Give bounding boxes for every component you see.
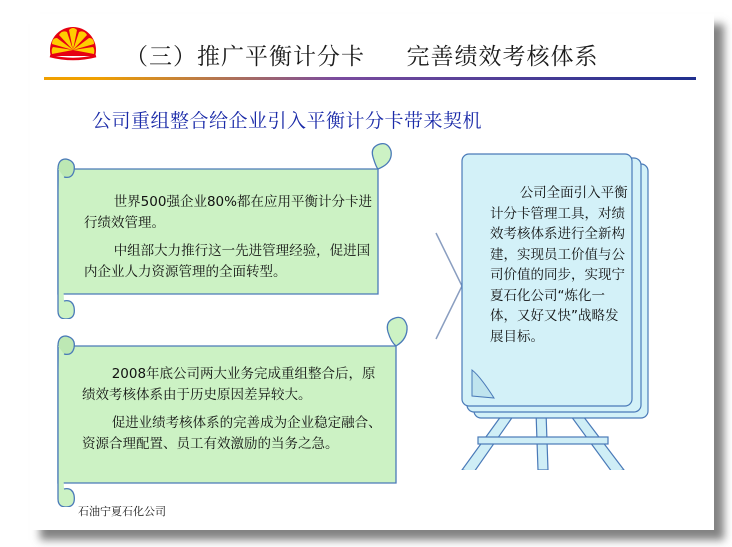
page-title: （三）推广平衡计分卡 完善绩效考核体系 [125, 44, 599, 70]
scroll-bottom-para-2: 促进业绩考核体系的完善成为企业稳定融合、资源合理配置、员工有效激励的当务之急。 [82, 415, 382, 452]
scroll-top-text [84, 192, 374, 290]
footer-company-name: 石油宁夏石化公司 [78, 505, 166, 518]
scroll-bottom-text [82, 364, 388, 462]
scroll-panel-top [48, 139, 394, 319]
scroll-panel-bottom [48, 311, 410, 507]
company-logo [49, 26, 97, 78]
slide [30, 14, 714, 530]
title-divider [44, 77, 696, 80]
scroll-bottom-para-1: 2008年底公司两大业务完成重组整合后，原绩效考核体系由于历史原因差异较大。 [82, 366, 376, 403]
board-text [490, 183, 630, 347]
scroll-top-para-2: 中组部大力推行这一先进管理经验，促进国内企业人力资源管理的全面转型。 [84, 243, 371, 280]
board-paragraph: 公司全面引入平衡计分卡管理工具，对绩效考核体系进行全新构建，实现员工价值与公司价值的同步，实现宁夏石化公司“炼化一体，又好又快”战略发展目标。 [490, 185, 628, 345]
scroll-top-para-1: 世界500强企业80%都在应用平衡计分卡进行绩效管理。 [84, 194, 372, 231]
page-subtitle: 公司重组整合给企业引入平衡计分卡带来契机 [92, 110, 483, 132]
